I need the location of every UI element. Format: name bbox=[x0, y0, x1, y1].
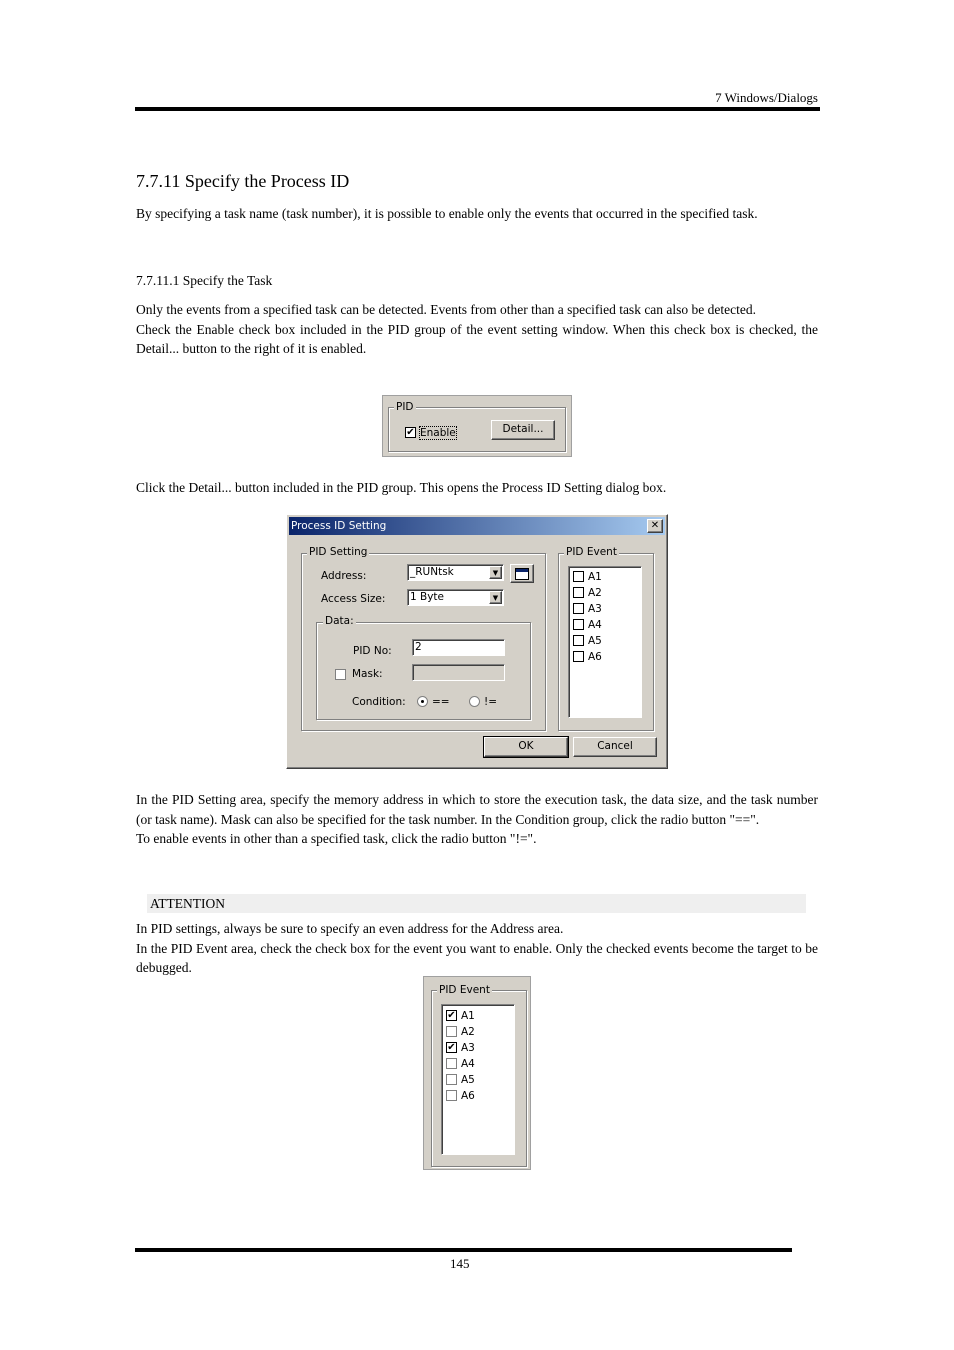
event-checkbox[interactable] bbox=[573, 587, 584, 598]
address-combobox[interactable] bbox=[407, 564, 504, 581]
pid-group-label: PID bbox=[396, 401, 414, 413]
para-pid-setting: In the PID Setting area, specify the memory address in which to store the execution task, the data size, and the task number (or task name). Mask can also be specified for the task number. In the Condition group, click the radio button "==". To enable events in other than a specified task, click the radio button "!=". bbox=[136, 792, 818, 846]
pid-event-screenshot bbox=[423, 976, 531, 1170]
data-label: Data: bbox=[325, 615, 354, 627]
event-checkbox[interactable] bbox=[446, 1090, 457, 1101]
browse-symbol-button[interactable] bbox=[510, 564, 534, 583]
event-label: A1 bbox=[588, 571, 602, 583]
event-checkbox[interactable] bbox=[573, 603, 584, 614]
attention-banner bbox=[147, 894, 806, 913]
condition-eq-label: == bbox=[432, 696, 450, 708]
mask-label: Mask: bbox=[352, 668, 383, 680]
event-label: A4 bbox=[588, 619, 602, 631]
event-label: A3 bbox=[588, 603, 602, 615]
address-value: _RUNtsk bbox=[410, 566, 454, 578]
condition-ne-radio[interactable] bbox=[469, 696, 480, 707]
access-size-combobox[interactable] bbox=[407, 589, 504, 606]
event-label: A6 bbox=[461, 1090, 475, 1102]
condition-ne-label: != bbox=[484, 696, 498, 708]
event-checkbox[interactable] bbox=[446, 1074, 457, 1085]
mask-input[interactable] bbox=[412, 664, 505, 681]
attention-body: In PID settings, always be sure to specify an even address for the Address area. In the PID Event area, check the check box for the event you want to enable. Only the checked events become the target to be debugged. bbox=[136, 921, 818, 975]
event-label: A2 bbox=[461, 1026, 475, 1038]
event-label: A5 bbox=[588, 635, 602, 647]
pid-event-example-label: PID Event bbox=[439, 984, 490, 996]
event-label: A6 bbox=[588, 651, 602, 663]
detail-button[interactable]: Detail... bbox=[491, 420, 555, 440]
dialog-titlebar bbox=[289, 517, 665, 535]
event-checkbox[interactable] bbox=[573, 571, 584, 582]
window-icon bbox=[515, 568, 529, 580]
footer-rule bbox=[135, 1248, 792, 1252]
access-size-value: 1 Byte bbox=[410, 591, 445, 603]
chevron-down-icon[interactable]: ▼ bbox=[489, 591, 502, 604]
event-label: A3 bbox=[461, 1042, 475, 1054]
pid-event-list[interactable] bbox=[568, 566, 642, 718]
enable-checkbox[interactable]: ✔ bbox=[406, 427, 415, 438]
event-checkbox[interactable]: ✔ bbox=[447, 1010, 456, 1021]
close-icon: ✕ bbox=[650, 520, 660, 531]
para-detail: Click the Detail... button included in the PID group. This opens the Process ID Setting dialog box. bbox=[136, 480, 667, 495]
dialog-close-button[interactable] bbox=[647, 519, 663, 533]
cancel-button[interactable]: Cancel bbox=[573, 737, 657, 757]
event-label: A4 bbox=[461, 1058, 475, 1070]
section-intro: By specifying a task name (task number), it is possible to enable only the events that occurred in the specified task. bbox=[136, 206, 758, 221]
section-title: 7.7.11 Specify the Process ID bbox=[136, 171, 350, 191]
ok-button[interactable]: OK bbox=[484, 737, 568, 757]
pid-event-example-list[interactable] bbox=[441, 1004, 515, 1155]
event-checkbox[interactable] bbox=[573, 635, 584, 646]
condition-label: Condition: bbox=[352, 696, 406, 708]
enable-label: Enable bbox=[420, 427, 456, 439]
page-number: 145 bbox=[450, 1256, 470, 1271]
event-label: A5 bbox=[461, 1074, 475, 1086]
subsection-body: Only the events from a specified task can be detected. Events from other than a specified task can also be detected. Check the Enable check box included in the PID group of the event setting window. When this check box is checked, the Detail... button to the right of it is enabled. bbox=[136, 302, 818, 356]
event-checkbox[interactable] bbox=[573, 619, 584, 630]
pid-no-input[interactable]: 2 bbox=[412, 639, 505, 656]
header-rule bbox=[135, 107, 820, 111]
event-label: A2 bbox=[588, 587, 602, 599]
pid-group-screenshot bbox=[382, 395, 572, 457]
pid-event-label: PID Event bbox=[566, 546, 617, 558]
event-checkbox[interactable] bbox=[446, 1058, 457, 1069]
attention-label: ATTENTION bbox=[150, 896, 225, 911]
event-checkbox[interactable] bbox=[446, 1026, 457, 1037]
running-header: 7 Windows/Dialogs bbox=[715, 90, 818, 105]
condition-eq-radio[interactable] bbox=[417, 696, 428, 707]
dialog-title: Process ID Setting bbox=[291, 520, 387, 532]
address-label: Address: bbox=[321, 570, 367, 582]
subsection-title: 7.7.11.1 Specify the Task bbox=[136, 273, 273, 288]
pid-no-label: PID No: bbox=[353, 645, 392, 657]
mask-checkbox[interactable] bbox=[335, 669, 346, 680]
access-size-label: Access Size: bbox=[321, 593, 386, 605]
event-label: A1 bbox=[461, 1010, 475, 1022]
process-id-setting-dialog bbox=[286, 514, 668, 769]
event-checkbox[interactable] bbox=[573, 651, 584, 662]
chevron-down-icon[interactable]: ▼ bbox=[489, 566, 502, 579]
event-checkbox[interactable]: ✔ bbox=[447, 1042, 456, 1053]
pid-setting-label: PID Setting bbox=[309, 546, 368, 558]
